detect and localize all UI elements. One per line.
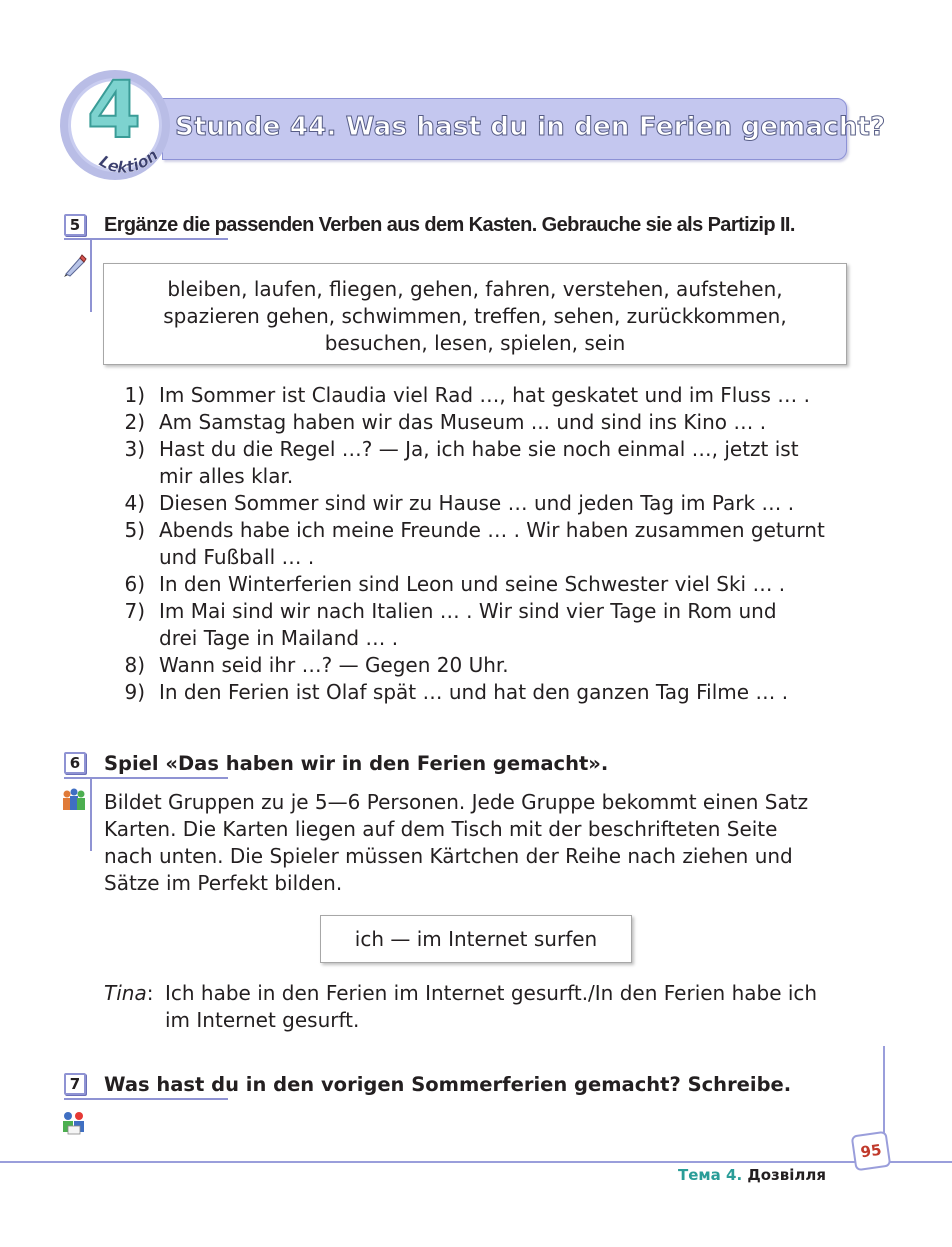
item-number: 4) xyxy=(124,491,145,515)
item-text: Im Sommer ist Claudia viel Rad …, hat geskatet und im Fluss … . xyxy=(159,383,810,407)
item-text: Im Mai sind wir nach Italien … . Wir sind vier Tage in Rom und xyxy=(159,599,777,623)
item-number: 7) xyxy=(124,599,145,623)
task-6-rule xyxy=(90,779,92,851)
item-number: 2) xyxy=(124,410,145,434)
speaker-name: Tina: xyxy=(104,981,154,1005)
word-box-line-1: bleiben, laufen, fliegen, gehen, fahren, verstehen, aufstehen, xyxy=(167,277,783,301)
svg-text:Lektion xyxy=(96,145,162,177)
task-6-underline xyxy=(64,777,228,779)
task-7-underline xyxy=(64,1098,228,1100)
task-6-paragraph-line-1: Bildet Gruppen zu je 5—6 Personen. Jede Gruppe bekommt einen Satz xyxy=(104,790,809,814)
footer-topic xyxy=(678,1166,826,1184)
footer-rule xyxy=(0,1161,952,1163)
footer-topic-label: Тема 4. xyxy=(678,1166,743,1184)
page-number: 95 xyxy=(851,1131,892,1172)
item-text-continued: drei Tage in Mailand … . xyxy=(159,626,399,650)
pencil-icon xyxy=(60,250,88,278)
task-number-7: 7 xyxy=(64,1073,86,1095)
task-6-paragraph-line-3: nach unten. Die Spieler müssen Kärtchen der Reihe nach ziehen und xyxy=(104,844,793,868)
item-text: Abends habe ich meine Freunde … . Wir haben zusammen geturnt xyxy=(159,518,825,542)
item-number: 9) xyxy=(124,680,145,704)
item-text: Diesen Sommer sind wir zu Hause … und jeden Tag im Park … . xyxy=(159,491,795,515)
lesson-title: Stunde 44. Was hast du in den Ferien gemacht? xyxy=(175,112,886,142)
item-text: In den Winterferien sind Leon und seine Schwester viel Ski … . xyxy=(159,572,786,596)
task-6-heading: Spiel «Das haben wir in den Ferien gemacht». xyxy=(104,752,609,775)
item-text-continued: und Fußball … . xyxy=(159,545,315,569)
item-number: 5) xyxy=(124,518,145,542)
task-6-paragraph-line-4: Sätze im Perfekt bilden. xyxy=(104,871,343,895)
item-number: 8) xyxy=(124,653,145,677)
example-card-text: ich — im Internet surfen xyxy=(354,927,598,951)
item-text: Am Samstag haben wir das Museum ... und sind ins Kino … . xyxy=(159,410,767,434)
task-7-heading: Was hast du in den vorigen Sommerferien gemacht? Schreibe. xyxy=(104,1073,792,1096)
item-text-continued: mir alles klar. xyxy=(159,464,294,488)
lesson-word-text: Lektion xyxy=(96,145,162,177)
task-5-rule xyxy=(90,240,92,312)
footer-topic-name: Дозвілля xyxy=(747,1166,827,1184)
speaker-answer-line-2: im Internet gesurft. xyxy=(165,1008,360,1032)
task-5-instruction: Ergänze die passenden Verben aus dem Kasten. Gebrauche sie als Partizip II. xyxy=(104,214,795,236)
item-number: 1) xyxy=(124,383,145,407)
task-5-underline xyxy=(64,238,228,240)
speaker-name-text: Tina xyxy=(104,981,147,1005)
task-number-5: 5 xyxy=(64,214,86,236)
item-text: Hast du die Regel …? — Ja, ich habe sie noch einmal …, jetzt ist xyxy=(159,437,799,461)
item-text: In den Ferien ist Olaf spät … und hat den ganzen Tag Filme … . xyxy=(159,680,789,704)
speaker-answer-line-1: Ich habe in den Ferien im Internet gesurft./In den Ferien habe ich xyxy=(165,981,818,1005)
writing-group-icon xyxy=(60,1110,88,1136)
item-number: 3) xyxy=(124,437,145,461)
item-number: 6) xyxy=(124,572,145,596)
task-number-6: 6 xyxy=(64,752,86,774)
lesson-number: 4 xyxy=(86,66,142,156)
item-text: Wann seid ihr …? — Gegen 20 Uhr. xyxy=(159,653,509,677)
word-box-line-3: besuchen, lesen, spielen, sein xyxy=(324,331,626,355)
group-icon xyxy=(60,788,88,814)
task-6-paragraph-line-2: Karten. Die Karten liegen auf dem Tisch mit der beschrifteten Seite xyxy=(104,817,778,841)
lesson-word xyxy=(96,116,176,186)
word-box-line-2: spazieren gehen, schwimmen, treffen, sehen, zurückkommen, xyxy=(163,304,787,328)
